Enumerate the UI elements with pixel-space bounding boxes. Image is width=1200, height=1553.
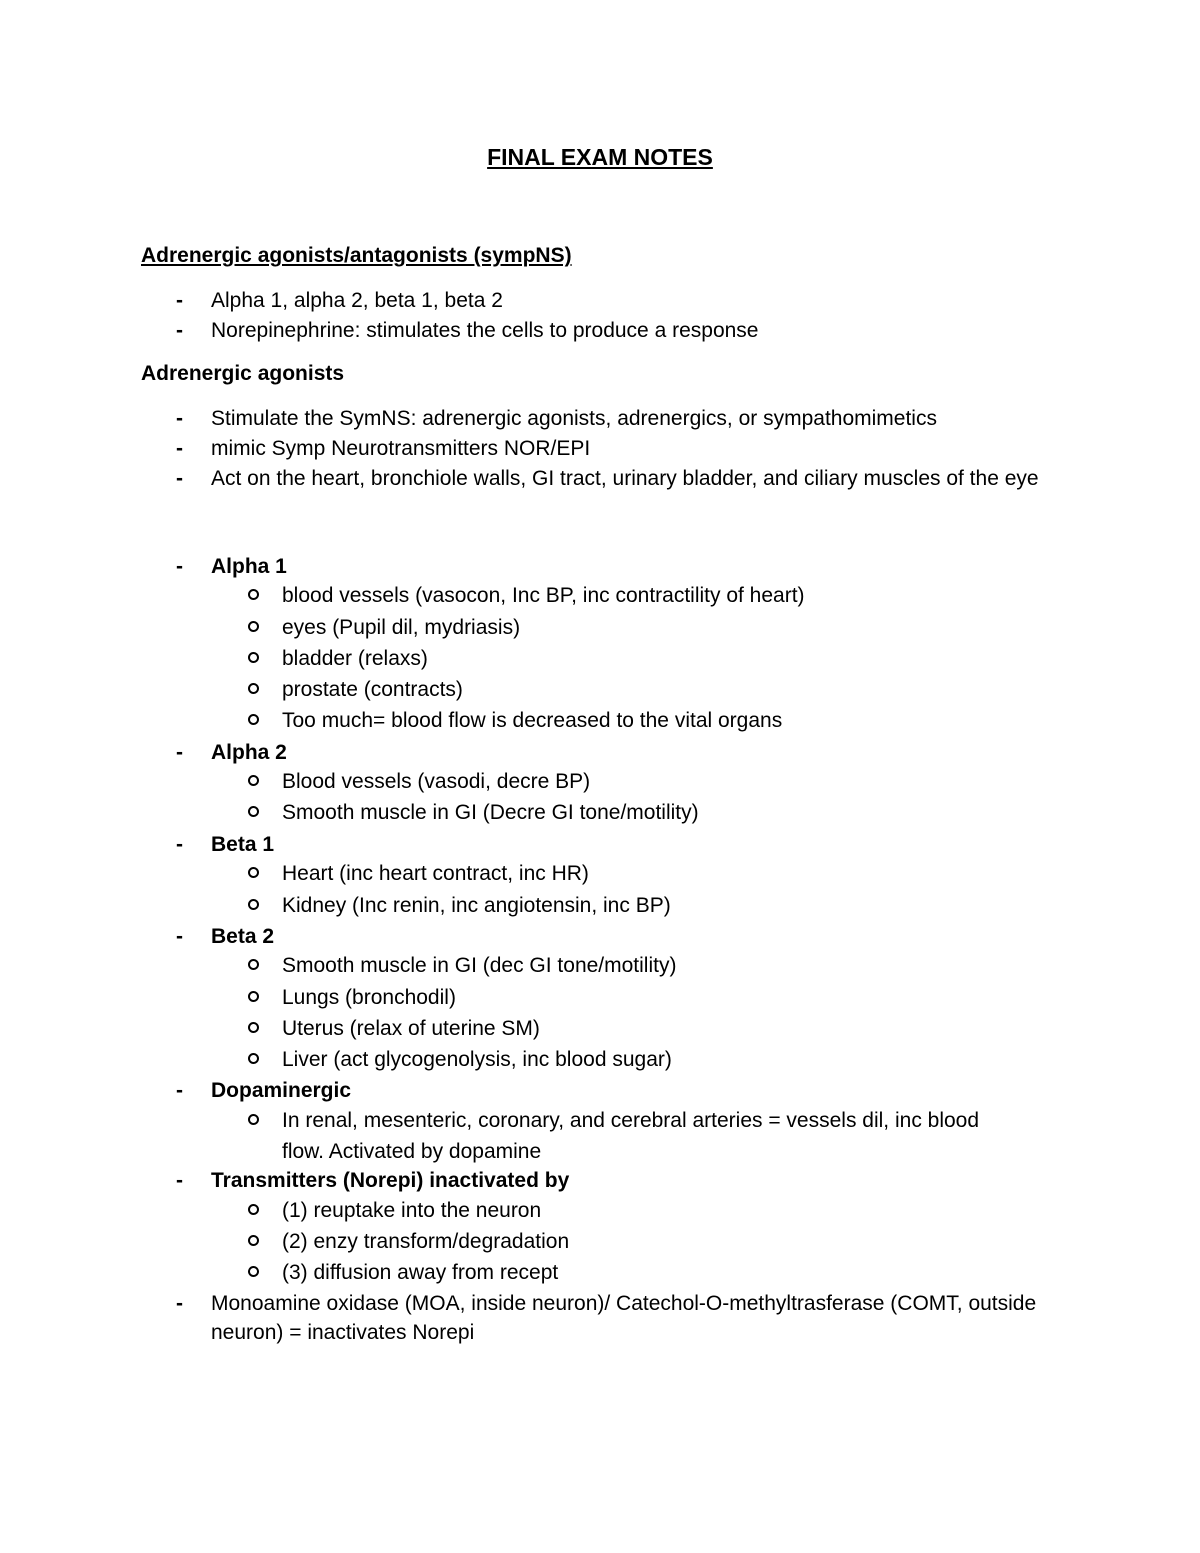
- circle-bullet-icon: [248, 1235, 259, 1246]
- circle-bullet-icon: [248, 714, 259, 725]
- sub-list-item-text: Kidney (Inc renin, inc angiotensin, inc BP): [282, 894, 671, 917]
- sub-list-item-text: eyes (Pupil dil, mydriasis): [282, 616, 521, 639]
- receptor-label: Dopaminergic: [211, 1079, 352, 1102]
- page-title: FINAL EXAM NOTES: [487, 144, 713, 170]
- list-item-text: Alpha 1, alpha 2, beta 1, beta 2: [211, 289, 503, 312]
- dash-bullet: -: [176, 467, 183, 490]
- sub-list-item-text: (1) reuptake into the neuron: [282, 1199, 542, 1222]
- sub-list-item-text: Smooth muscle in GI (Decre GI tone/motility): [282, 801, 699, 824]
- dash-bullet: -: [176, 1079, 183, 1102]
- section-heading-adrenergic-agonists: Adrenergic agonists: [141, 362, 345, 385]
- circle-bullet-icon: [248, 899, 259, 910]
- receptor-label: Beta 1: [211, 833, 275, 856]
- dash-bullet: -: [176, 407, 183, 430]
- dash-bullet: -: [176, 833, 183, 856]
- sub-list-item-text: blood vessels (vasocon, Inc BP, inc contractility of heart): [282, 584, 805, 607]
- sub-list-item-text: (3) diffusion away from recept: [282, 1261, 559, 1284]
- dash-bullet: -: [176, 1169, 183, 1192]
- sub-list-item-text: Too much= blood flow is decreased to the vital organs: [282, 709, 783, 732]
- section-heading-sympns: Adrenergic agonists/antagonists (sympNS): [141, 244, 572, 267]
- circle-bullet-icon: [248, 806, 259, 817]
- sub-list-item-text: Blood vessels (vasodi, decre BP): [282, 770, 591, 793]
- list-item-text: Norepinephrine: stimulates the cells to produce a response: [211, 319, 759, 342]
- receptor-label: Alpha 1: [211, 555, 287, 578]
- list-item-text: Monoamine oxidase (MOA, inside neuron)/ Catechol-O-methyltrasferase (COMT, outside neuron) = inactivates Norepi: [211, 1292, 1037, 1344]
- circle-bullet-icon: [248, 1266, 259, 1277]
- sub-list-item-text: bladder (relaxs): [282, 647, 428, 670]
- circle-bullet-icon: [248, 991, 259, 1002]
- list-item-text: Stimulate the SymNS: adrenergic agonists, adrenergics, or sympathomimetics: [211, 407, 937, 430]
- list-item-text: mimic Symp Neurotransmitters NOR/EPI: [211, 437, 591, 460]
- sub-list-item-text: Heart (inc heart contract, inc HR): [282, 862, 589, 885]
- receptor-label: Transmitters (Norepi) inactivated by: [211, 1169, 570, 1192]
- sub-list-item-text: Lungs (bronchodil): [282, 986, 456, 1009]
- sub-list-item-text: prostate (contracts): [282, 678, 463, 701]
- receptor-label: Beta 2: [211, 925, 275, 948]
- list-item-text: Act on the heart, bronchiole walls, GI tract, urinary bladder, and ciliary muscles of the eye: [211, 467, 1039, 490]
- circle-bullet-icon: [248, 621, 259, 632]
- dash-bullet: -: [176, 925, 183, 948]
- sub-list-item-text: (2) enzy transform/degradation: [282, 1230, 570, 1253]
- dash-bullet: -: [176, 1292, 183, 1315]
- circle-bullet-icon: [248, 589, 259, 600]
- circle-bullet-icon: [248, 867, 259, 878]
- sub-list-item-text: Uterus (relax of uterine SM): [282, 1017, 540, 1040]
- circle-bullet-icon: [248, 959, 259, 970]
- sub-list-item-text: Smooth muscle in GI (dec GI tone/motility): [282, 954, 677, 977]
- circle-bullet-icon: [248, 652, 259, 663]
- sub-list-item-text: Liver (act glycogenolysis, inc blood sugar): [282, 1048, 672, 1071]
- sub-list-item-text: In renal, mesenteric, coronary, and cerebral arteries = vessels dil, inc blood flow. Activated by dopamine: [282, 1109, 980, 1163]
- circle-bullet-icon: [248, 683, 259, 694]
- circle-bullet-icon: [248, 1022, 259, 1033]
- dash-bullet: -: [176, 319, 183, 342]
- circle-bullet-icon: [248, 1114, 259, 1125]
- circle-bullet-icon: [248, 775, 259, 786]
- dash-bullet: -: [176, 437, 183, 460]
- circle-bullet-icon: [248, 1053, 259, 1064]
- dash-bullet: -: [176, 555, 183, 578]
- circle-bullet-icon: [248, 1204, 259, 1215]
- receptor-label: Alpha 2: [211, 741, 287, 764]
- dash-bullet: -: [176, 289, 183, 312]
- dash-bullet: -: [176, 741, 183, 764]
